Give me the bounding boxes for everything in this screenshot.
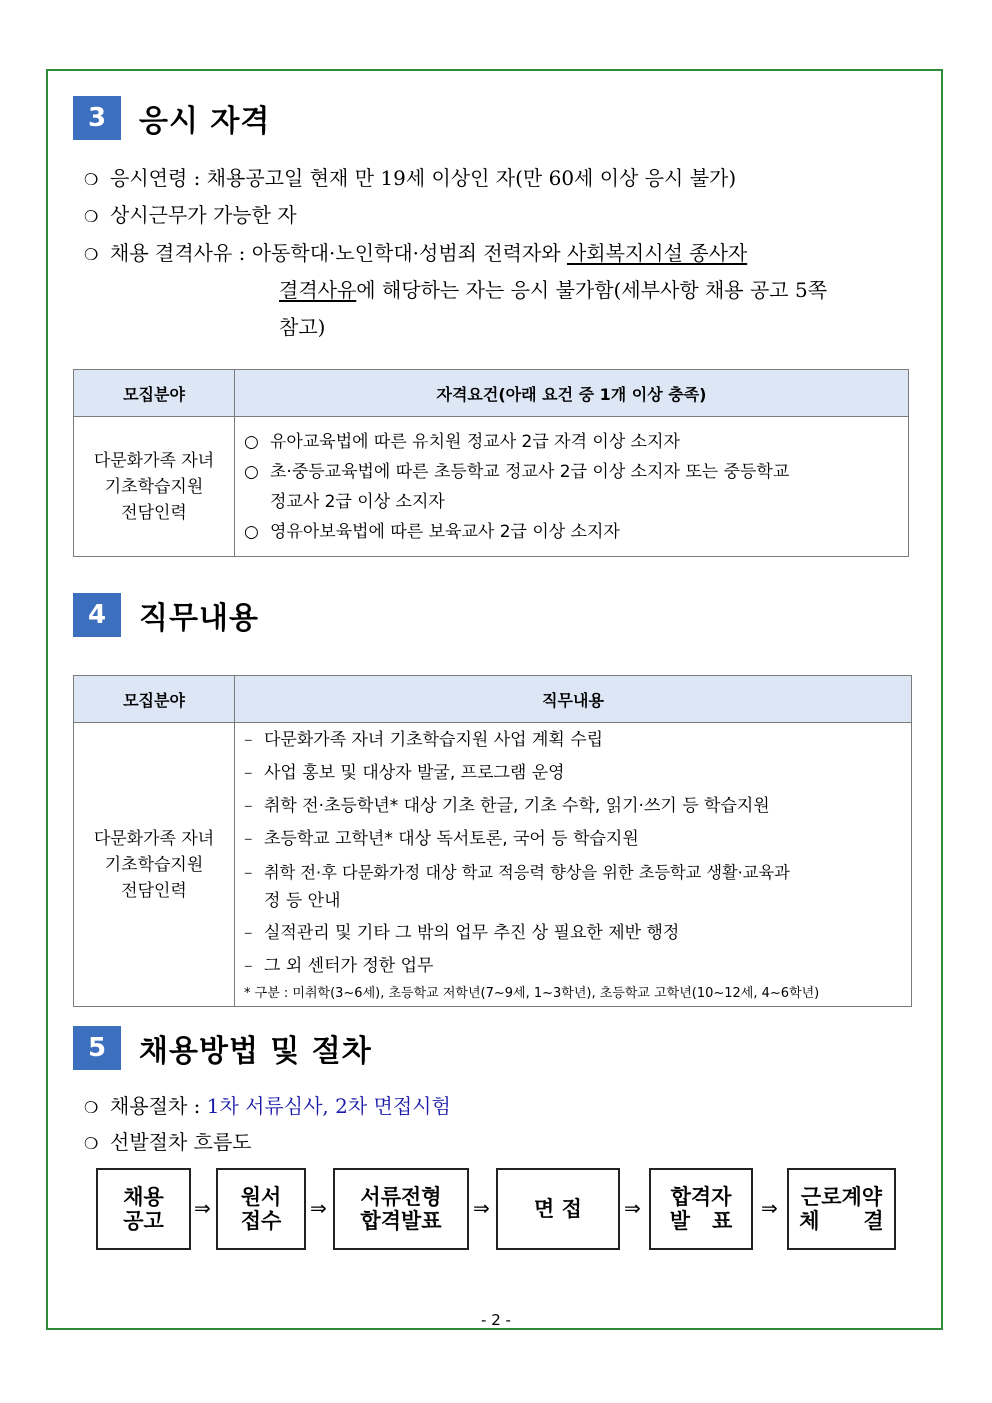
dash-icon: –	[244, 796, 253, 816]
bullet-icon: ❍	[84, 1134, 99, 1153]
duty-item	[236, 724, 910, 757]
duty-text: 다문화가족 자녀 기초학습지원 사업 계획 수립	[264, 730, 604, 750]
fulltime-requirement	[84, 199, 297, 228]
flow-box-application: 원서 접수	[216, 1168, 306, 1250]
table1-req-cell	[235, 417, 909, 557]
flow-label: 선발절차 흐름도	[110, 1130, 252, 1154]
duty-item	[236, 757, 910, 790]
table2-field-cell	[74, 723, 235, 1007]
disq-text-a: 채용 결격사유 : 아동학대·노인학대·성범죄 전력자와	[110, 241, 567, 265]
circle-icon: ○	[244, 461, 259, 482]
procedure-value: 1차 서류심사, 2차 면접시험	[206, 1094, 451, 1118]
flow-arrow-icon: ⇒	[194, 1196, 211, 1220]
table2-header-field: 모집분야	[74, 676, 235, 723]
req-text: 유아교육법에 따른 유치원 정교사 2급 자격 이상 소지자	[270, 431, 680, 452]
table2-header-duty: 직무내용	[235, 676, 912, 723]
req-text: 영유아보육법에 따른 보육교사 2급 이상 소지자	[270, 521, 620, 542]
fulltime-text: 상시근무가 가능한 자	[110, 203, 297, 227]
disq-text-e: 참고)	[279, 315, 326, 339]
field-line-3: 전담인력	[121, 880, 187, 901]
dash-icon: –	[244, 863, 253, 883]
duty-text: 초등학교 고학년* 대상 독서토론, 국어 등 학습지원	[264, 829, 639, 849]
dash-icon: –	[244, 730, 253, 750]
duty-table	[73, 675, 912, 1007]
flow-arrow-icon: ⇒	[624, 1196, 641, 1220]
duty-text: 취학 전·후 다문화가정 대상 학교 적응력 향상을 위한 초등학교 생활·교육과 정 등 안내	[264, 863, 790, 911]
req-item	[236, 517, 907, 547]
age-requirement	[84, 162, 736, 191]
field-line-3: 전담인력	[121, 502, 187, 523]
procedure-line	[84, 1090, 451, 1119]
section-4-title: 직무내용	[139, 601, 259, 636]
dash-icon: –	[244, 923, 253, 943]
flow-arrow-icon: ⇒	[310, 1196, 327, 1220]
bullet-icon: ❍	[84, 207, 99, 226]
section-4-header	[73, 593, 259, 637]
duty-text: 실적관리 및 기타 그 밖의 업무 추진 상 필요한 제반 행정	[264, 923, 680, 943]
req-item	[236, 457, 907, 517]
req-item	[236, 427, 907, 457]
dash-icon: –	[244, 829, 253, 849]
circle-icon: ○	[244, 521, 259, 542]
disq-text-b: 사회복지시설 종사자	[566, 241, 748, 265]
duty-item	[236, 950, 910, 983]
req-text: 초·중등교육법에 따른 초등학교 정교사 2급 이상 소지자 또는 중등학교 정교사 2급 이상 소지자	[270, 461, 790, 512]
qualification-table	[73, 369, 909, 557]
page-number: - 2 -	[481, 1311, 511, 1329]
table1-header-req: 자격요건(아래 요건 중 1개 이상 충족)	[235, 370, 909, 417]
duty-text: 취학 전·초등학년* 대상 기초 한글, 기초 수학, 읽기·쓰기 등 학습지원	[264, 796, 770, 816]
disqualification-line-2	[279, 274, 827, 303]
disq-text-c: 결격사유	[279, 278, 357, 302]
duty-item	[236, 917, 910, 950]
section-3-number: 3	[73, 96, 121, 140]
duty-item	[236, 790, 910, 823]
flow-arrow-icon: ⇒	[473, 1196, 490, 1220]
flow-arrow-icon: ⇒	[761, 1196, 778, 1220]
bullet-icon: ❍	[84, 245, 99, 264]
field-line-2: 기초학습지원	[104, 854, 204, 875]
field-line-2: 기초학습지원	[104, 476, 204, 497]
flow-box-document-screening: 서류전형 합격발표	[333, 1168, 469, 1250]
section-3-header	[73, 96, 270, 140]
bullet-icon: ❍	[84, 1098, 99, 1117]
section-5-header	[73, 1026, 372, 1070]
dash-icon: –	[244, 956, 253, 976]
table2-duty-cell	[235, 723, 912, 1007]
section-4-number: 4	[73, 593, 121, 637]
duty-text: 사업 홍보 및 대상자 발굴, 프로그램 운영	[264, 763, 565, 783]
flow-box-contract: 근로계약 체 결	[787, 1168, 896, 1250]
flow-heading	[84, 1126, 252, 1155]
footnote: * 구분 : 미취학(3~6세), 초등학교 저학년(7~9세, 1~3학년), 초등학교 고학년(10~12세, 4~6학년)	[244, 986, 820, 1001]
section-3-title: 응시 자격	[139, 104, 271, 139]
flow-box-final-result: 합격자 발 표	[649, 1168, 753, 1250]
section-5-title: 채용방법 및 절차	[139, 1034, 372, 1069]
disqualification-line-3	[279, 311, 325, 340]
table1-field-cell	[74, 417, 235, 557]
duty-item	[236, 823, 910, 856]
duty-text: 그 외 센터가 정한 업무	[264, 956, 434, 976]
table1-header-field: 모집분야	[74, 370, 235, 417]
flow-box-interview: 면 접	[496, 1168, 620, 1250]
procedure-label: 채용절차 :	[110, 1094, 207, 1118]
age-text: 응시연령 : 채용공고일 현재 만 19세 이상인 자(만 60세 이상 응시 불가)	[110, 166, 737, 190]
section-5-number: 5	[73, 1026, 121, 1070]
dash-icon: –	[244, 763, 253, 783]
bullet-icon: ❍	[84, 170, 99, 189]
disqualification-line-1	[84, 237, 747, 266]
circle-icon: ○	[244, 431, 259, 452]
field-line-1: 다문화가족 자녀	[93, 450, 215, 471]
disq-text-d: 에 해당하는 자는 응시 불가함(세부사항 채용 공고 5쪽	[356, 278, 828, 302]
field-line-1: 다문화가족 자녀	[93, 828, 215, 849]
duty-item	[236, 856, 910, 917]
flow-box-announcement: 채용 공고	[96, 1168, 191, 1250]
